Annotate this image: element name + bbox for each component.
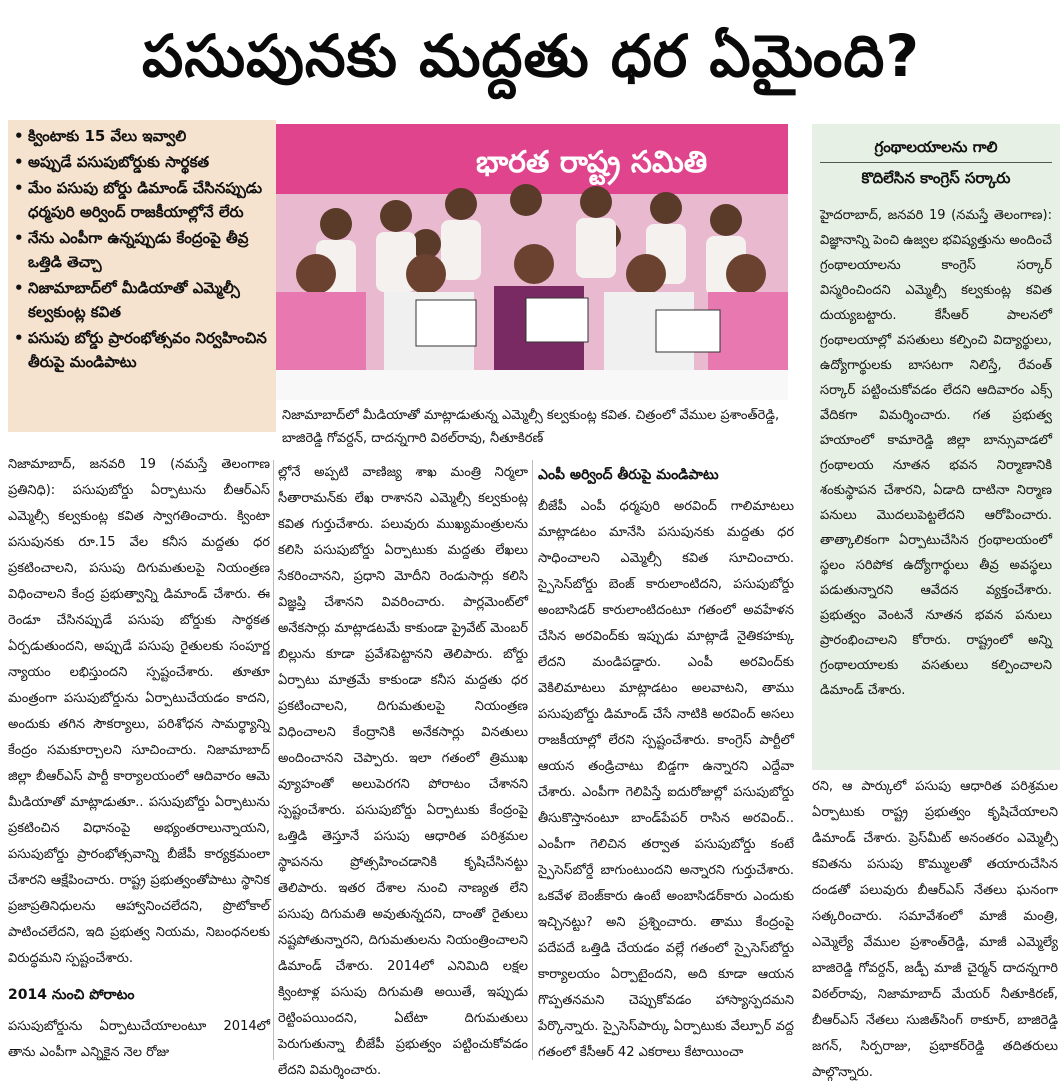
column-2-paragraph: ల్లోనే అప్పటి వాణిజ్య శాఖ మంత్రి నిర్మలా సీతారామన్‌కు లేఖ రాశానని ఎమ్మెల్సీ కల్వకుంట్ల కవిత గుర్తుచేశారు. పలువురు ముఖ్యమంత్రులను కలిసి పసుపుబోర్డు ఏర్పాటుకు మద్దతు లేఖలు సేకరించానని, ప్రధాని మోదీని రెండుసార్లు కలిసి విజ్ఞప్తి చేశానని వివరించారు. పార్లమెంట్‌లో అనేకసార్లు మాట్లాడటమే కాకుండా ప్రైవేట్ మెంబర్ బిల్లును కూడా ప్రవేశపెట్టానని తెలిపారు. బోర్డు ఏర్పాటు మాత్రమే కాకుండా కనీస మద్దతు ధర ప్రకటించాలని, దిగుమతులపై నియంత్రణ విధించాలని కేంద్రానికి అనేకసార్లు వినతులు అందించానని చెప్పారు. ఇలా గతంలో త్రిముఖ వ్యూహంతో అలుపెరగని పోరాటం చేశానని స్పష్టంచేశారు. పసుపుబోర్డు ఏర్పాటుకు కేంద్రంపై ఒత్తిడి తెస్తూనే పసుపు ఆధారిత పరిశ్రమల స్థాపనను ప్రోత్సహించడానికి కృషిచేసినట్టు తెలిపారు. ఇతర దేశాల నుంచి నాణ్యత లేని పసుపు దిగుమతి అవుతున్నదని, దాంతో రైతులు నష్టపోతున్నారని, దిగుమతులను నియంత్రించాలని డిమాండ్ చేశారు. 2014లో ఎనిమిది లక్షల క్వింటాళ్ల పసుపు దిగుమతి అయితే, ఇప్పుడు రెట్టింపయిందని, ఏటేటా దిగుమతులు పెరుగుతున్నా బీజేపీ ప్రభుత్వం పట్టించుకోవడం లేదని విమర్శించారు. — [278, 465, 528, 1078]
banner-text: భారత రాష్ట్ర సమితి — [476, 145, 708, 180]
column-4-paragraph: రని, ఆ పార్కులో పసుపు ఆధారిత పరిశ్రమల ఏర్పాటుకు రాష్ట్ర ప్రభుత్వం కృషిచేయాలని డిమాండ్ చేశారు. ప్రెస్‌మీట్ అనంతరం ఎమ్మెల్సీ కవితను పసుపు కొమ్ములతో తయారుచేసిన దండతో పలువురు బీఆర్‌ఎస్ నేతలు ఘనంగా సత్కరించారు. సమావేశంలో మాజీ మంత్రి, ఎమ్మెల్యే వేముల ప్రశాంత్‌రెడ్డి, మాజీ ఎమ్మెల్యే బాజిరెడ్డి గోవర్దన్, జడ్పీ మాజీ చైర్మన్ దాదన్నగారి విఠల్‌రావు, నిజామాబాద్ మేయర్ నీతూకిరణ్, బీఆర్‌ఎస్ నేతలు సుజిత్‌సింగ్ ఠాకూర్, బాజిరెడ్డి జగన్, సిర్పరాజు, ప్రభాకర్‌రెడ్డి తదితరులు పాల్గొన్నారు. — [812, 779, 1058, 1080]
sidebar-story — [812, 124, 1060, 770]
sidebar-body: హైదరాబాద్, జనవరి 19 (నమస్తే తెలంగాణ): విజ్ఞానాన్ని పెంచి ఉజ్వల భవిష్యత్తును అందించే గ్రంథాలయాలను కాంగ్రెస్ సర్కార్ విస్మరించిందని ఎమ్మెల్సీ కల్వకుంట్ల కవిత దుయ్యబట్టారు. కేసీఆర్ పాలనలో గ్రంథాలయాల్లో వసతులు కల్పించి విద్యార్థులు, ఉద్యోగార్థులకు బాసటగా నిలిస్తే, రేవంత్ సర్కార్ పట్టించుకోవడం లేదని ఆదివారం ఎక్స్ వేదికగా విమర్శించారు. గత ప్రభుత్వ హయాంలో కామారెడ్డి జిల్లా బాన్సువాడలో గ్రంథాలయ నూతన భవన నిర్మాణానికి శంకుస్థాపన చేశారని, ఏడాది దాటినా నిర్మాణ పనులు మొదలుపెట్టలేదని ఆరోపించారు. తాత్కాలికంగా ఏర్పాటుచేసిన గ్రంథాలయంలో స్థలం సరిపోక ఉద్యోగార్థులు తీవ్ర అవస్థలు పడుతున్నారని ఆవేదన వ్యక్తంచేశారు. ప్రభుత్వం వెంటనే నూతన భవన పనులు ప్రారంభించాలని కోరారు. రాష్ట్రంలో అన్ని గ్రంథాలయాలకు వసతులు కల్పించాలని డిమాండ్ చేశారు. — [820, 208, 1053, 698]
highlight-item: • పసుపు బోర్డు ప్రారంభోత్సవం నిర్వహించిన తీరుపై మండిపాటు — [14, 326, 270, 374]
sidebar-title-line2: కొదిలేసిన కాంగ్రెస్ సర్కారు — [861, 169, 1011, 187]
article-column-3 — [538, 462, 794, 1066]
photo-illustration — [276, 124, 788, 400]
column-divider — [273, 460, 274, 1060]
column-divider — [532, 460, 533, 1060]
subhead-2014: 2014 నుంచి పోరాటం — [8, 987, 135, 1003]
bullet-dot-icon: • — [14, 279, 24, 297]
bullet-dot-icon: • — [14, 153, 24, 171]
highlight-item: • అప్పుడే పసుపుబోర్డుకు సార్థకత — [14, 150, 270, 174]
column-1-paragraph: నిజామాబాద్, జనవరి 19 (నమస్తే తెలంగాణ ప్రతినిధి): పసుపుబోర్డు ఏర్పాటును బీఆర్‌ఎస్ ఎమ్మెల్సీ కల్వకుంట్ల కవిత స్వాగతించారు. క్వింటా పసుపునకు రూ.15 వేల కనీస మద్దతు ధర ప్రకటించాలని, పసుపు దిగుమతులపై నియంత్రణ విధించాలని కేంద్ర ప్రభుత్వాన్ని డిమాండ్ చేశారు. ఈ రెండూ చేసినప్పుడే పసుపు బోర్డుకు సార్థకత ఏర్పడుతుందని, అప్పుడే పసుపు రైతులకు సంపూర్ణ న్యాయం లభిస్తుందని స్పష్టంచేశారు. తూతూ మంత్రంగా పసుపుబోర్డును ఏర్పాటుచేయడం కాదని, అందుకు తగిన సౌకర్యాలు, పరిశోధన సామర్థ్యాన్ని కేంద్రం సమకూర్చాలని సూచించారు. నిజామాబాద్ జిల్లా బీఆర్‌ఎస్ పార్టీ కార్యాలయంలో ఆదివారం ఆమె మీడియాతో మాట్లాడుతూ.. పసుపుబోర్డు ఏర్పాటును ప్రకటించిన విధానంపై అభ్యంతరాలున్నాయని, పసుపుబోర్డు ప్రారంభోత్సవాన్ని బీజేపీ కార్యక్రమంలా చేశారని ఆక్షేపించారు. రాష్ట్ర ప్రభుత్వంతోపాటు స్థానిక ప్రజాప్రతినిధులను ఆహ్వానించలేదని, ప్రొటోకాల్ పాటించలేదని, ఇది ప్రభుత్వ నియమ, నిబంధనలకు విరుద్ధమని స్పష్టంచేశారు. — [8, 457, 270, 966]
article-column-4 — [812, 774, 1058, 1086]
photo-caption: నిజామాబాద్‌లో మీడియాతో మాట్లాడుతున్న ఎమ్మెల్సీ కల్వకుంట్ల కవిత. చిత్రంలో వేముల ప్రశాంత్‌రెడ్డి, బాజిరెడ్డి గోవర్దన్, దాదన్నగారి విఠల్‌రావు, నీతూకిరణ్ — [282, 408, 780, 446]
article-column-2 — [278, 460, 528, 1084]
highlights-box — [8, 120, 276, 432]
bullet-dot-icon: • — [14, 229, 24, 247]
highlight-item: • నిజామాబాద్‌లో మీడియాతో ఎమ్మెల్సీ కల్వకుంట్ల కవిత — [14, 276, 270, 324]
article-column-1 — [8, 452, 270, 1066]
bullet-dot-icon: • — [14, 127, 24, 145]
highlight-item: • క్వింటాకు 15 వేలు ఇవ్వాలి — [14, 124, 270, 148]
bullet-dot-icon: • — [14, 329, 24, 347]
column-1-paragraph-2: పసుపుబోర్డును ఏర్పాటుచేయాలంటూ 2014లో తాను ఎంపీగా ఎన్నికైన నెల రోజు — [8, 1019, 270, 1060]
highlight-item: • నేను ఎంపీగా ఉన్నప్పుడు కేంద్రంపై తీవ్ర ఒత్తిడి తెచ్చా — [14, 226, 270, 274]
headline: పసుపునకు మద్దతు ధర ఏమైంది? — [142, 22, 920, 90]
highlight-item: • మేం పసుపు బోర్డు డిమాండ్ చేసినప్పుడు ధర్మపురి అర్వింద్ రాజకీయాల్లోనే లేరు — [14, 176, 270, 224]
sidebar-title-line1: గ్రంథాలయాలను గాలి — [820, 132, 1052, 163]
press-meet-photo — [276, 124, 788, 400]
column-3-paragraph: బీజేపీ ఎంపీ ధర్మపురి అరవింద్ గాలిమాటలు మాట్లాడటం మానేసి పసుపునకు మద్దతు ధర సాధించాలని ఎమ్మెల్సీ కవిత సూచించారు. స్పైసెస్‌బోర్డు బెంజ్ కారులాంటిదని, పసుపుబోర్డు అంబాసిడర్ కారులాంటిదంటూ గతంలో అవహేళన చేసిన అరవింద్‌కు ఇప్పుడు మాట్లాడే నైతికహక్కు లేదని మండిపడ్డారు. ఎంపీ అరవింద్‌కు వెకిలిమాటలు మాట్లాడటం అలవాటని, తాము పసుపుబోర్డు డిమాండ్ చేసే నాటికి అరవింద్ అసలు రాజకీయాల్లో లేరని స్పష్టంచేశారు. కాంగ్రెస్ పార్టీలో ఆయన తండ్రిచాటు బిడ్డగా ఉన్నారని ఎద్దేవా చేశారు. ఎంపీగా గెలిపిస్తే ఐదురోజుల్లో పసుపుబోర్డు తీసుకొస్తానంటూ బాండ్‌పేపర్ రాసిన అరవింద్.. ఎంపీగా గెలిచిన తర్వాత పసుపుబోర్డు కంటే స్పైసెస్‌బోర్డే బాగుంటుందని అన్నారని గుర్తుచేశారు. ఒకవేళ బెంజ్‌కారు ఉంటే అంబాసిడర్‌కారు ఎందుకు ఇచ్చినట్టు? అని ప్రశ్నించారు. తాము కేంద్రంపై పదేపదే ఒత్తిడి చేయడం వల్లే గతంలో స్పైసెస్‌బోర్డు కార్యాలయం ఏర్పాటైందని, అది కూడా ఆయన గొప్పతనమని చెప్పుకోవడం హాస్యాస్పదమని పేర్కొన్నారు. స్పైసెస్‌పార్కు ఏర్పాటుకు వేల్పూర్ వద్ద గతంలో కేసీఆర్ 42 ఎకరాలు కేటాయించా — [538, 499, 794, 1060]
subhead-arvind: ఎంపీ అర్వింద్ తీరుపై మండిపాటు — [538, 467, 719, 483]
bullet-dot-icon: • — [14, 179, 24, 197]
